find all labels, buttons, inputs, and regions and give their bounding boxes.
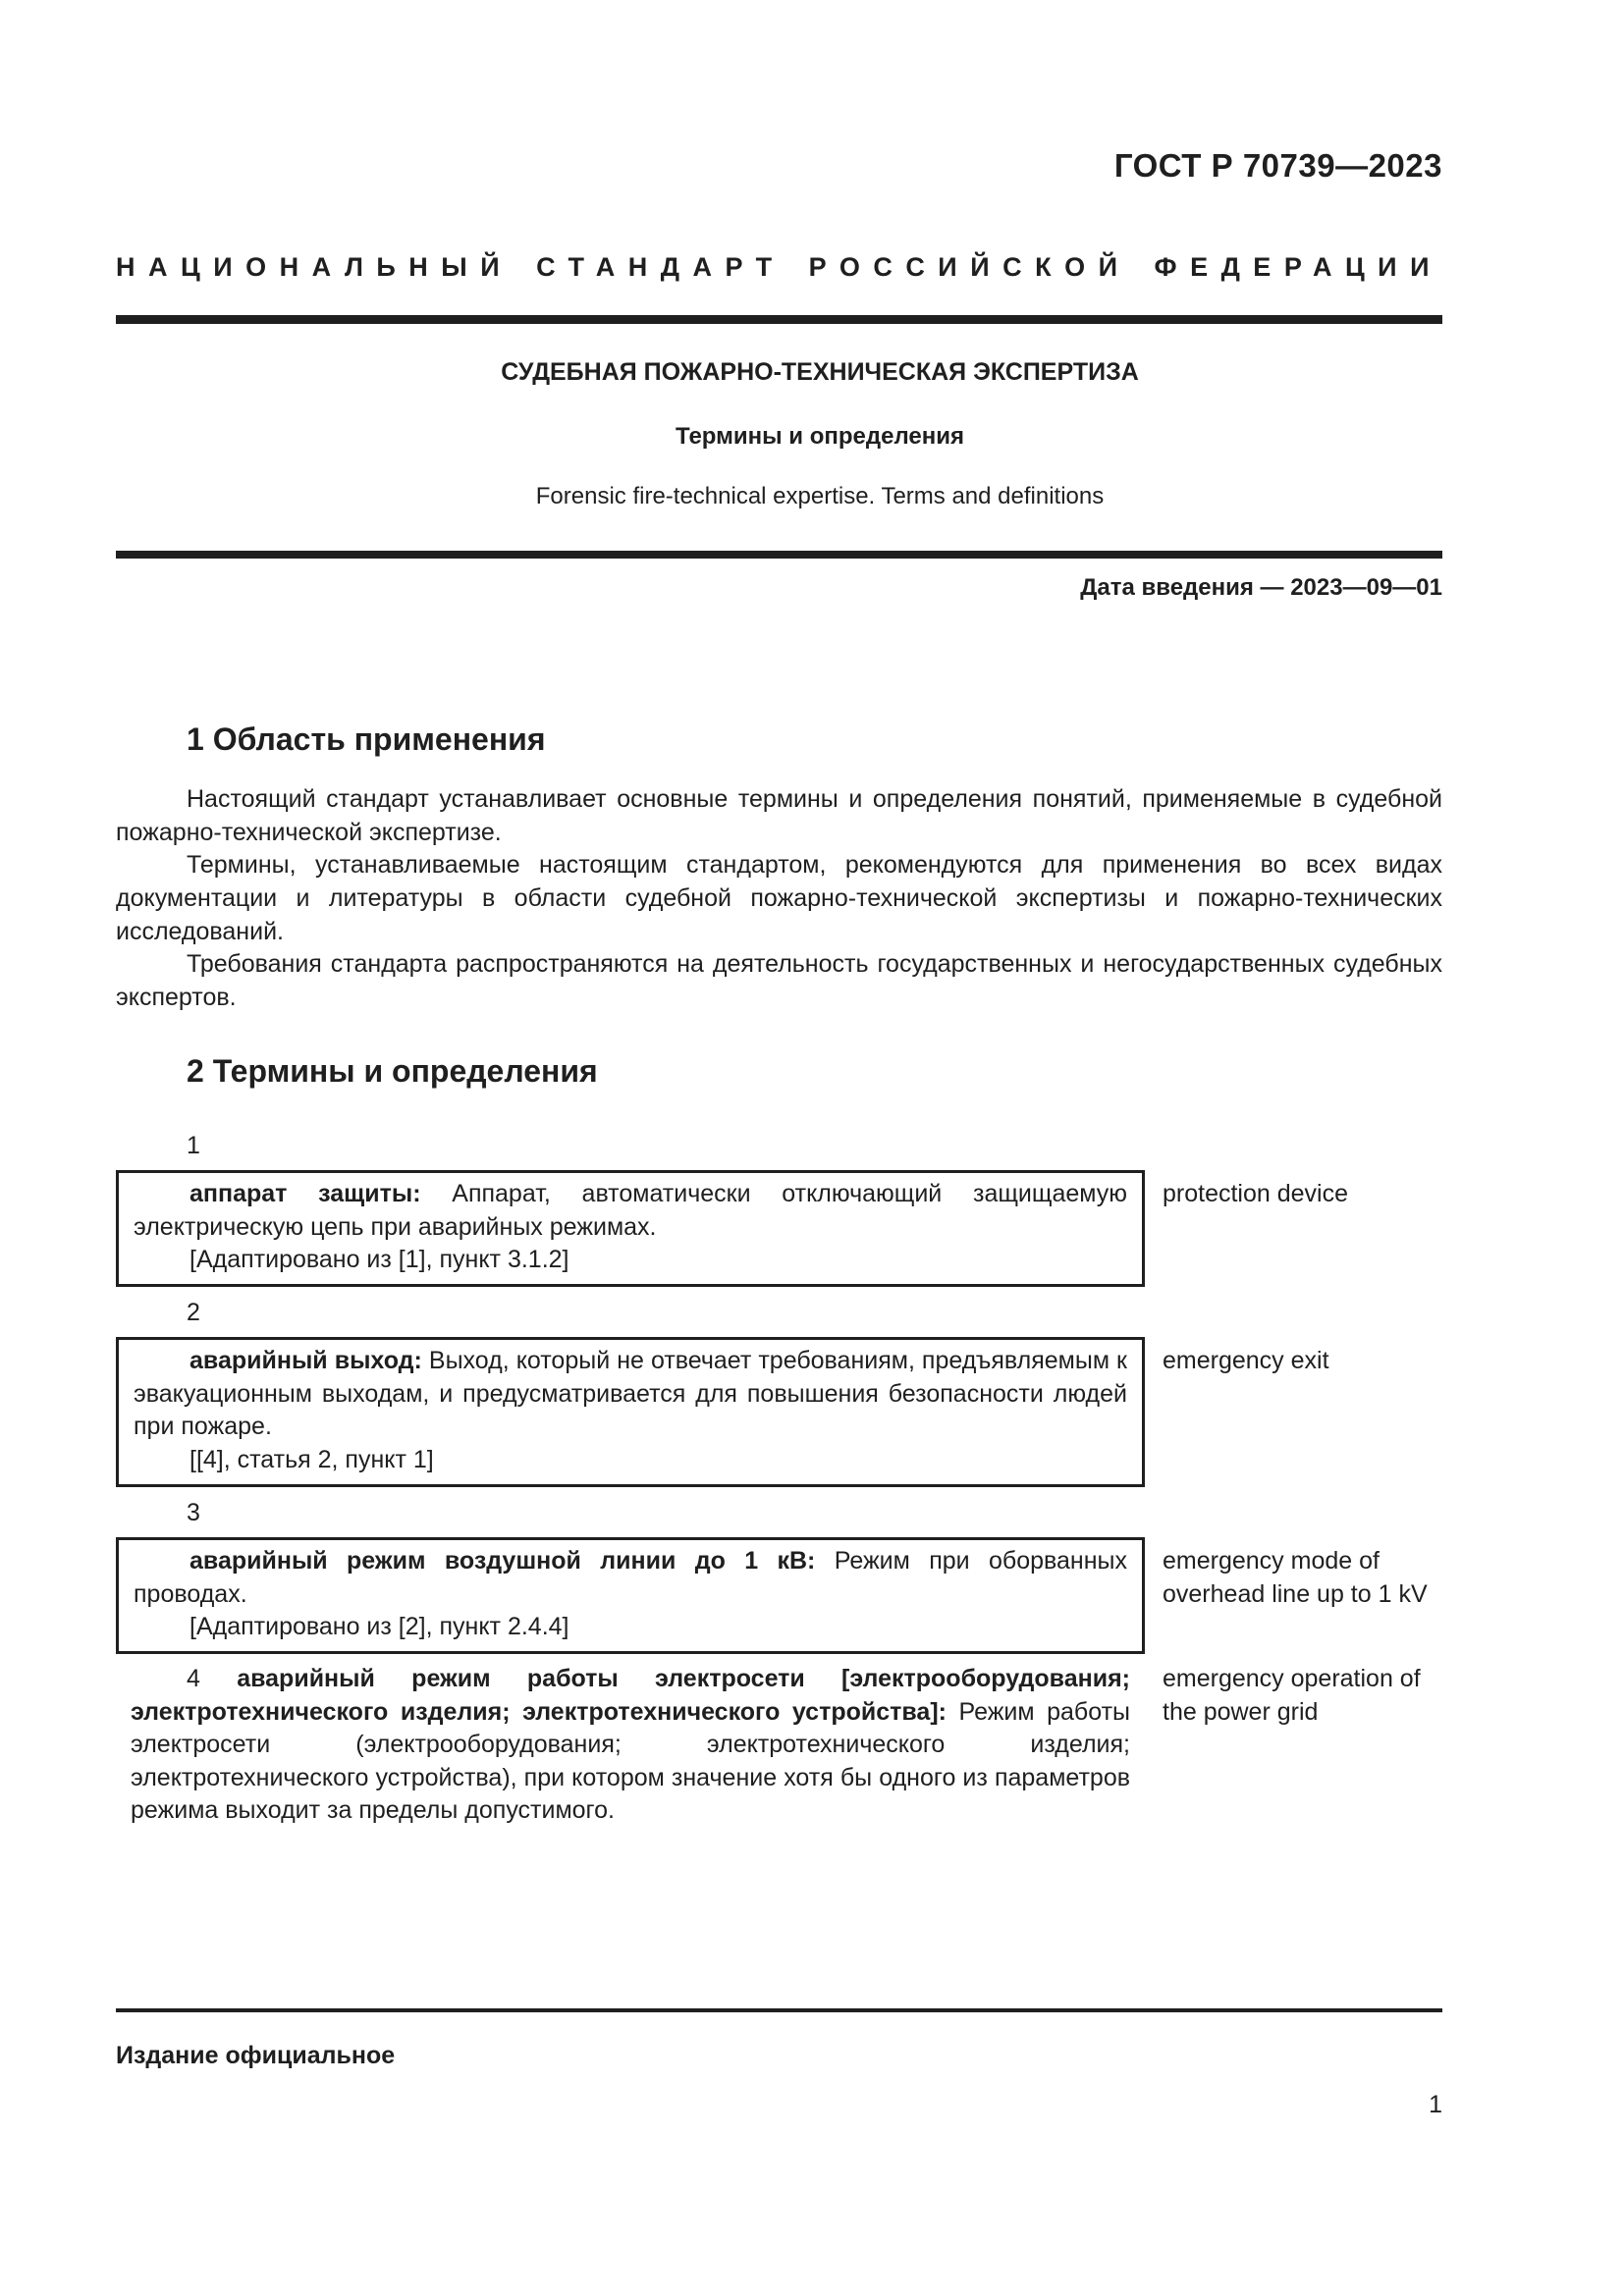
term-number: 1 [187, 1132, 200, 1159]
term-definition-text: Режим работы электросети (электрооборудования; электротехнического изделия; электротехнического устройства), при котором значение хотя бы одного из параметров режима выходит за пределы допустимого. [131, 1697, 1130, 1824]
term-entry-box [116, 1537, 1145, 1654]
term-entry-unboxed [131, 1663, 1130, 1828]
term-name: аварийный выход: [189, 1347, 422, 1374]
term-definition-text: Режим при оборванных проводах. [134, 1547, 1127, 1608]
term-number: 3 [187, 1499, 200, 1526]
term-definition [134, 1545, 1127, 1611]
top-rule [116, 315, 1442, 324]
term-source: [[4], статья 2, пункт 1] [189, 1445, 434, 1473]
national-standard-banner: НАЦИОНАЛЬНЫЙ СТАНДАРТ РОССИЙСКОЙ ФЕДЕРАЦИИ [116, 252, 1442, 282]
term-definition [134, 1345, 1127, 1444]
term-source: [Адаптировано из [2], пункт 2.4.4] [189, 1613, 569, 1640]
title-rule [116, 551, 1442, 559]
section-2-heading: 2 Термины и определения [187, 1053, 598, 1089]
section-1-paragraph: Термины, устанавливаемые настоящим стандартом, рекомендуются для применения во всех видах документации и литературы в области судебной пожарно-технической экспертизы и пожарно-технических исследований. [116, 851, 1442, 945]
term-source: [Адаптировано из [1], пункт 3.1.2] [189, 1246, 569, 1273]
term-name: аварийный режим воздушной линии до 1 кВ: [189, 1547, 816, 1575]
term-entry-box [116, 1337, 1145, 1487]
section-1-paragraph: Требования стандарта распространяются на деятельность государственных и негосударственных судебных экспертов. [116, 950, 1442, 1011]
term-english: emergency operation of the power grid [1163, 1665, 1421, 1726]
term-definition-text: Аппарат, автоматически отключающий защищаемую электрическую цепь при аварийных режимах. [134, 1180, 1127, 1241]
term-definition-text: Выход, который не отвечает требованиям, предъявляемым к эвакуационным выходам, и предусматривается для повышения безопасности людей при пожаре. [134, 1347, 1127, 1440]
term-number: 4 [187, 1665, 200, 1692]
document-subtitle: Термины и определения [675, 423, 965, 450]
document-title: СУДЕБНАЯ ПОЖАРНО-ТЕХНИЧЕСКАЯ ЭКСПЕРТИЗА [501, 358, 1139, 386]
term-definition [134, 1178, 1127, 1244]
section-1-heading: 1 Область применения [187, 721, 546, 757]
edition-label: Издание официальное [116, 2042, 396, 2069]
footer-rule [116, 2008, 1442, 2012]
term-english: emergency mode of overhead line up to 1 kV [1163, 1547, 1428, 1608]
document-number: ГОСТ Р 70739—2023 [1113, 147, 1442, 184]
introduction-date: Дата введения — 2023—09—01 [1080, 574, 1442, 601]
term-number: 2 [187, 1299, 200, 1326]
term-name: аппарат защиты: [189, 1180, 421, 1207]
term-english: protection device [1163, 1180, 1349, 1207]
section-1-paragraph: Настоящий стандарт устанавливает основные термины и определения понятий, применяемые в судебной пожарно-технической экспертизе. [116, 785, 1442, 846]
term-name: аварийный режим работы электросети [электрооборудования; электротехнического изделия; электротехнического устройства]: [131, 1665, 1130, 1726]
page-number: 1 [1429, 2091, 1442, 2118]
document-title-english: Forensic fire-technical expertise. Terms and definitions [535, 483, 1105, 509]
term-entry-box [116, 1170, 1145, 1287]
term-english: emergency exit [1163, 1347, 1329, 1374]
